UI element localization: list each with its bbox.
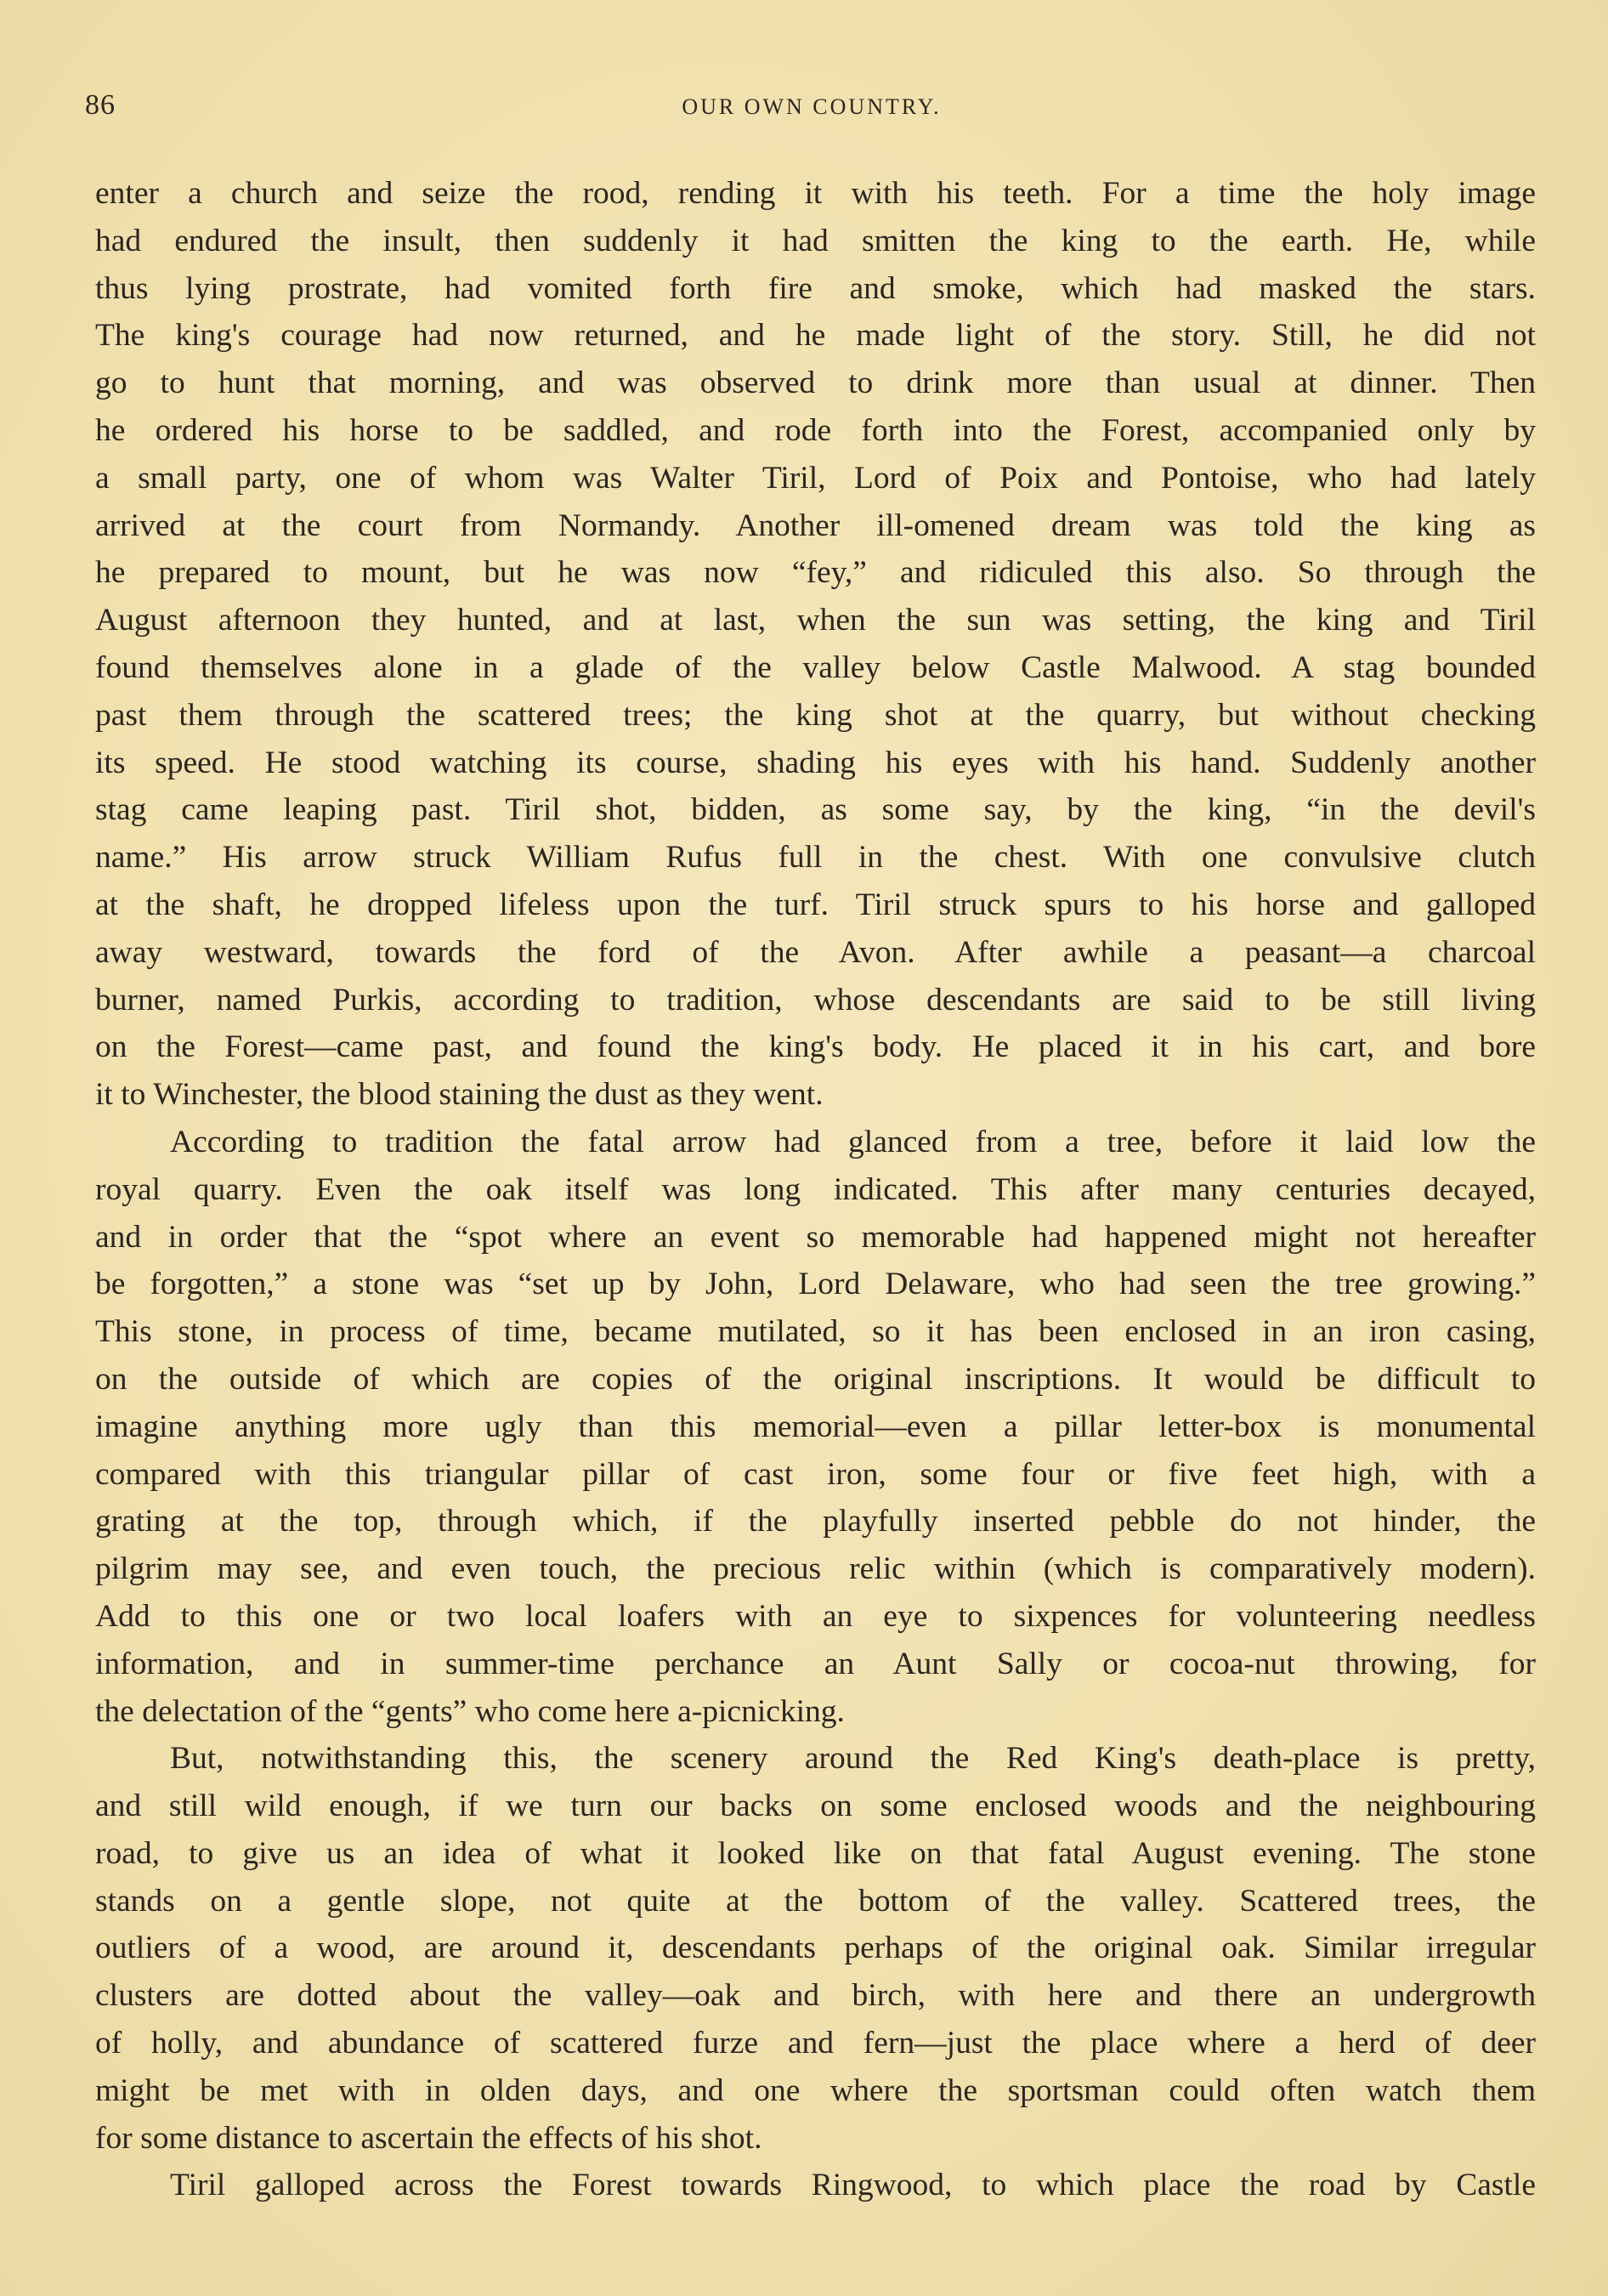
text-line: royal quarry. Even the oak itself was long indicated. This after many centuries decayed, [95, 1171, 1536, 1207]
text-line: stands on a gentle slope, not quite at the bottom of the valley. Scattered trees, the [95, 1883, 1536, 1919]
text-line: information, and in summer-time perchance an Aunt Sally or cocoa-nut throwing, for [95, 1646, 1536, 1681]
text-line: stag came leaping past. Tiril shot, bidden, as some say, by the king, “in the devil's [95, 792, 1536, 828]
text-line: clusters are dotted about the valley—oak and birch, with here and there an undergrowth [95, 1978, 1536, 2014]
text-line: found themselves alone in a glade of the valley below Castle Malwood. A stag bounded [95, 649, 1536, 685]
text-line: road, to give us an idea of what it looked like on that fatal August evening. The stone [95, 1835, 1536, 1871]
text-line: be forgotten,” a stone was “set up by John, Lord Delaware, who had seen the tree growing.” [95, 1267, 1536, 1302]
text-line: at the shaft, he dropped lifeless upon the turf. Tiril struck spurs to his horse and galloped [95, 887, 1536, 922]
text-line: The king's courage had now returned, and he made light of the story. Still, he did not [95, 318, 1536, 354]
text-line: grating at the top, through which, if the playfully inserted pebble do not hinder, the [95, 1504, 1536, 1539]
text-line: on the outside of which are copies of the original inscriptions. It would be difficult to [95, 1361, 1536, 1397]
text-line: for some distance to ascertain the effects of his shot. [95, 2120, 762, 2156]
text-line: Add to this one or two local loafers with an eye to sixpences for volunteering needless [95, 1598, 1536, 1634]
page-header [85, 89, 1538, 140]
text-line: away westward, towards the ford of the Avon. After awhile a peasant—a charcoal [95, 934, 1536, 970]
text-line: past them through the scattered trees; the king shot at the quarry, but without checking [95, 697, 1536, 733]
text-line: name.” His arrow struck William Rufus full in the chest. With one convulsive clutch [95, 840, 1536, 876]
text-line: But, notwithstanding this, the scenery around the Red King's death-place is pretty, [170, 1741, 1536, 1777]
text-line: arrived at the court from Normandy. Another ill-omened dream was told the king as [95, 507, 1536, 543]
text-line: thus lying prostrate, had vomited forth fire and smoke, which had masked the stars. [95, 270, 1536, 306]
text-line: Tiril galloped across the Forest towards Ringwood, to which place the road by Castle [170, 2168, 1536, 2203]
text-line: the delectation of the “gents” who come here a-picnicking. [95, 1693, 845, 1729]
text-line: he prepared to mount, but he was now “fey,” and ridiculed this also. So through the [95, 555, 1536, 591]
text-line: a small party, one of whom was Walter Tiril, Lord of Poix and Pontoise, who had lately [95, 460, 1536, 496]
body-text [95, 170, 1536, 2209]
text-line: enter a church and seize the rood, rending it with his teeth. For a time the holy image [95, 176, 1536, 211]
text-line: he ordered his horse to be saddled, and rode forth into the Forest, accompanied only by [95, 412, 1536, 448]
text-line: go to hunt that morning, and was observed to drink more than usual at dinner. Then [95, 366, 1536, 401]
text-line: compared with this triangular pillar of cast iron, some four or five feet high, with a [95, 1456, 1536, 1492]
text-line: burner, named Purkis, according to tradition, whose descendants are said to be still living [95, 982, 1536, 1018]
text-line: According to tradition the fatal arrow had glanced from a tree, before it laid low the [170, 1124, 1536, 1159]
text-line: outliers of a wood, are around it, descendants perhaps of the original oak. Similar irregular [95, 1930, 1536, 1966]
text-line: and in order that the “spot where an event so memorable had happened might not hereafter [95, 1219, 1536, 1255]
text-line: imagine anything more ugly than this memorial—even a pillar letter-box is monumental [95, 1409, 1536, 1444]
text-line: had endured the insult, then suddenly it had smitten the king to the earth. He, while [95, 223, 1536, 258]
text-line: of holly, and abundance of scattered furze and fern—just the place where a herd of deer [95, 2026, 1536, 2061]
text-line: might be met with in olden days, and one where the sportsman could often watch them [95, 2072, 1536, 2108]
text-line: This stone, in process of time, became mutilated, so it has been enclosed in an iron casing, [95, 1314, 1536, 1350]
text-line: August afternoon they hunted, and at last, when the sun was setting, the king and Tiril [95, 603, 1536, 638]
text-line: it to Winchester, the blood staining the dust as they went. [95, 1077, 824, 1113]
text-line: pilgrim may see, and even touch, the precious relic within (which is comparatively modern). [95, 1551, 1536, 1587]
text-line: on the Forest—came past, and found the king's body. He placed it in his cart, and bore [95, 1029, 1536, 1065]
text-line: and still wild enough, if we turn our backs on some enclosed woods and the neighbouring [95, 1789, 1536, 1824]
text-line: its speed. He stood watching its course, shading his eyes with his hand. Suddenly another [95, 745, 1536, 780]
running-title: OUR OWN COUNTRY. [682, 94, 942, 119]
page-number: 86 [85, 89, 116, 121]
